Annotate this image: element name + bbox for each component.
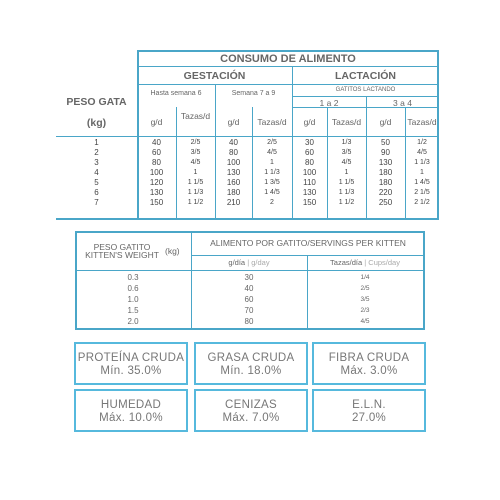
tres-a-cuatro-label: 3 a 4 [393, 98, 412, 108]
table-cell: 2 1/5 [414, 189, 430, 196]
kitten-weight-value: 1.5 [127, 306, 139, 315]
table-cell: 1 1/2 [338, 199, 355, 206]
peso-gata-value: 1 [94, 138, 99, 147]
table-cell: 60 [305, 148, 314, 157]
table-cell: 1 [270, 159, 274, 166]
table-cell: 130 [378, 158, 393, 167]
col-header: Tazas/d [180, 111, 211, 121]
table-cell: 1 1/3 [264, 169, 280, 176]
table-cell: 1 1/5 [338, 179, 355, 186]
table-cell: 180 [378, 168, 393, 177]
nutrient-value: Mín. 35.0% [100, 365, 162, 377]
peso-gata-value: 2 [94, 148, 99, 157]
gdia-label: g/día [228, 258, 246, 267]
table-cell: 2 [270, 199, 274, 206]
table-cell: 250 [378, 198, 393, 207]
table-cell: 80 [152, 158, 161, 167]
table-cell: 2/5 [267, 139, 277, 146]
table-cell: 1/3 [341, 139, 352, 146]
gday-header [191, 258, 307, 267]
nutrient-value: Máx. 7.0% [222, 412, 280, 424]
table-cell: 130 [149, 188, 164, 197]
table-cell: 130 [302, 188, 317, 197]
cups-header [307, 258, 423, 267]
nutrient-box [312, 342, 426, 385]
header-separator: | [364, 258, 367, 267]
kitten-grams-value: 80 [244, 317, 254, 326]
col-header: g/d [379, 117, 392, 127]
gday-label: g/day [251, 258, 270, 267]
kitten-cups-value: 1/4 [360, 274, 370, 281]
kitten-weight-value: 1.0 [127, 295, 139, 304]
nutrient-box [74, 342, 188, 385]
nutrient-box [194, 389, 308, 432]
nutrient-name: HUMEDAD [100, 399, 162, 411]
col-header: g/d [227, 117, 240, 127]
kitten-cups-value: 2/3 [360, 307, 370, 314]
table-cell: 1 1/3 [414, 159, 430, 166]
peso-gata-label: PESO GATA [66, 96, 127, 108]
col-header: g/d [303, 117, 316, 127]
table-cell: 150 [302, 198, 317, 207]
table-cell: 50 [381, 138, 390, 147]
nutrient-box [312, 389, 426, 432]
table-cell: 1/2 [417, 139, 427, 146]
nutrient-value: Máx. 3.0% [340, 365, 398, 377]
kitten-grams-value: 30 [244, 273, 254, 282]
nutrient-name: GRASA CRUDA [207, 352, 295, 364]
kitten-cups-value: 4/5 [360, 318, 370, 325]
table-cell: 100 [226, 158, 241, 167]
table-cell: 1 3/5 [264, 179, 280, 186]
nutrient-name: FIBRA CRUDA [328, 352, 410, 364]
table-cell: 1 1/3 [187, 189, 204, 196]
nutrient-box [194, 342, 308, 385]
table-cell: 220 [378, 188, 393, 197]
table-cell: 40 [152, 138, 161, 147]
table-cell: 80 [305, 158, 314, 167]
table-cell: 100 [149, 168, 164, 177]
kitten-weight-value: 0.3 [127, 273, 139, 282]
table-cell: 60 [152, 148, 161, 157]
kitten-grams-value: 60 [244, 295, 254, 304]
table-title: CONSUMO DE ALIMENTO [220, 53, 356, 65]
table-cell: 210 [226, 198, 241, 207]
lactacion-header: LACTACIÓN [334, 70, 397, 82]
table-cell: 150 [149, 198, 164, 207]
table-cell: 4/5 [417, 149, 427, 156]
table-cell: 90 [381, 148, 390, 157]
kitten-grams-value: 70 [244, 306, 254, 315]
table-cell: 80 [229, 148, 238, 157]
nutrient-name: PROTEÍNA CRUDA [77, 352, 185, 364]
table-cell: 1 1/3 [338, 189, 355, 196]
table-cell: 40 [229, 138, 238, 147]
table-cell: 120 [149, 178, 164, 187]
table-cell: 4/5 [190, 159, 201, 166]
table-cell: 180 [378, 178, 393, 187]
gatitos-lactando-label: GATITOS LACTANDO [335, 87, 396, 93]
table-cell: 1 1/5 [187, 179, 204, 186]
table-cell: 4/5 [267, 149, 277, 156]
table-cell: 4/5 [341, 159, 352, 166]
kitten-weight-value: 0.6 [127, 284, 139, 293]
peso-gata-value: 4 [94, 168, 99, 177]
peso-gatito-label: PESO GATITO [93, 242, 151, 252]
peso-gata-value: 7 [94, 198, 99, 207]
table-cell: 30 [305, 138, 314, 147]
kitten-cups-value: 3/5 [360, 296, 370, 303]
semana-7a9-label: Semana 7 a 9 [231, 90, 276, 97]
hasta-semana-label: Hasta semana 6 [150, 90, 202, 97]
nutrient-value: Mín. 18.0% [220, 365, 282, 377]
table-cell: 160 [226, 178, 241, 187]
table-cell: 1 4/5 [264, 189, 280, 196]
col-header: Tazas/d [407, 117, 437, 127]
uno-a-dos-label: 1 a 2 [319, 98, 339, 108]
table-cell: 180 [226, 188, 241, 197]
kitten-cups-value: 2/5 [360, 285, 370, 292]
kitten-weight-label: KITTEN'S WEIGHT [85, 250, 159, 260]
table-cell: 2/5 [190, 139, 201, 146]
peso-gata-value: 5 [94, 178, 99, 187]
header-separator: | [247, 258, 250, 267]
table-cell: 130 [226, 168, 241, 177]
nutrient-name: E.L.N. [352, 399, 386, 411]
cupsday-label: Cups/day [368, 258, 400, 267]
nutrient-name: CENIZAS [225, 399, 277, 411]
table-cell: 3/5 [341, 149, 352, 156]
nutrient-value: 27.0% [351, 412, 387, 424]
table-cell: 3/5 [190, 149, 201, 156]
kitten-grams-value: 40 [244, 284, 254, 293]
kitten-weight-unit: (kg) [165, 246, 180, 256]
tazasdia-label: Tazas/día [330, 258, 363, 267]
table-cell: 1 [193, 169, 198, 176]
peso-gata-unit: (kg) [86, 117, 107, 129]
peso-gata-value: 6 [94, 188, 99, 197]
table-cell: 2 1/2 [414, 199, 430, 206]
kitten-weight-value: 2.0 [127, 317, 139, 326]
col-header: Tazas/d [257, 117, 287, 127]
nutrient-value: Máx. 10.0% [99, 412, 163, 424]
alimento-header: ALIMENTO POR GATITO/SERVINGS PER KITTEN [210, 238, 406, 248]
table-cell: 110 [303, 178, 316, 187]
gestacion-header: GESTACIÓN [183, 70, 246, 82]
table-cell: 1 4/5 [414, 179, 430, 186]
table-cell: 1 [420, 169, 424, 176]
col-header: Tazas/d [331, 117, 362, 127]
table-cell: 100 [302, 168, 317, 177]
nutrient-box [74, 389, 188, 432]
table-cell: 1 1/2 [187, 199, 204, 206]
peso-gata-value: 3 [94, 158, 99, 167]
table-cell: 1 [344, 169, 349, 176]
col-header: g/d [150, 117, 163, 127]
